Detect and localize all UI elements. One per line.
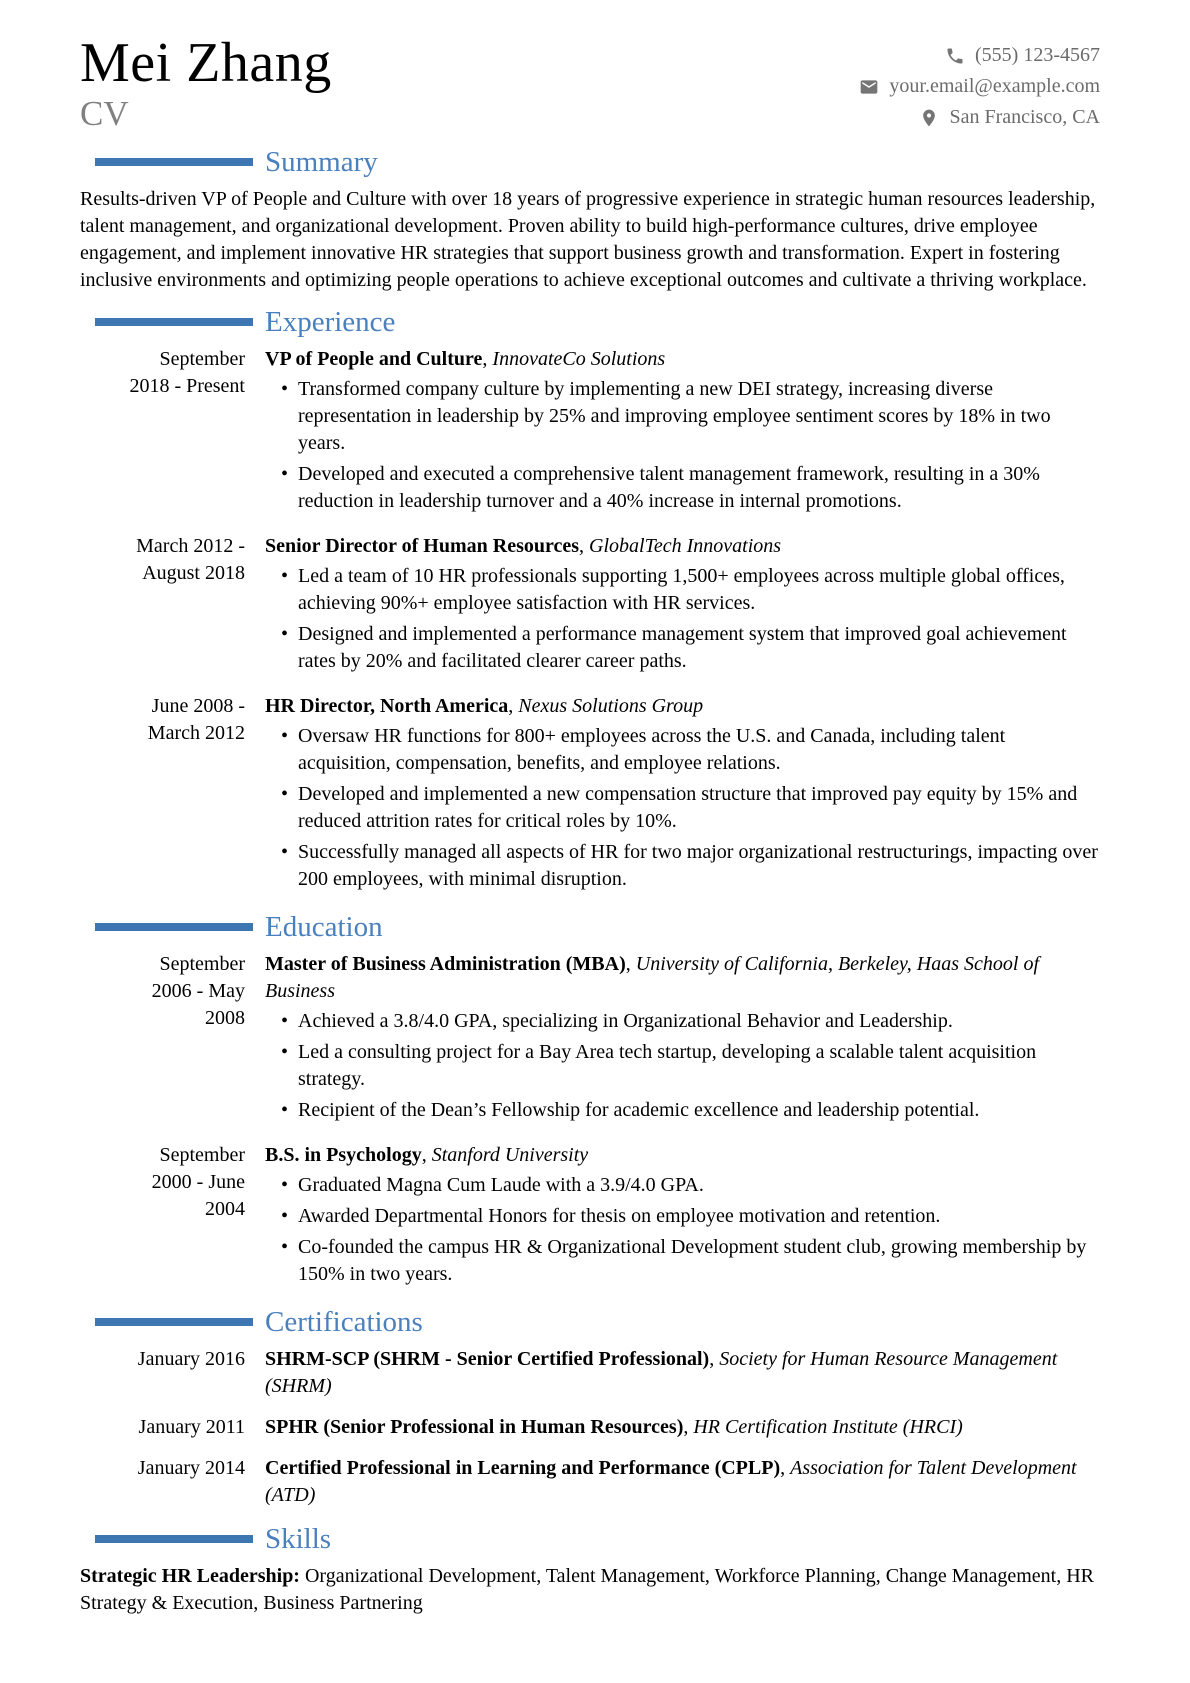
cv-header <box>80 34 1100 134</box>
section-accent-bar <box>95 1318 253 1326</box>
section-accent-bar <box>95 318 253 326</box>
entry <box>120 1455 1100 1509</box>
cv-subtitle: CV <box>80 94 129 133</box>
location-icon <box>919 108 939 128</box>
contact-item[interactable] <box>945 40 1100 71</box>
bullet-item: • Co-founded the campus HR & Organizational Development student club, growing membership by 150% in two years. <box>265 1234 1100 1288</box>
entry-bullets <box>265 723 1100 893</box>
experience-entries <box>120 346 1100 897</box>
bullet-item: • Graduated Magna Cum Laude with a 3.9/4.0 GPA. <box>265 1172 1100 1199</box>
entry-title-line: Master of Business Administration (MBA), University of California, Berkeley, Haas School of Business <box>265 953 1040 1002</box>
contact-item[interactable] <box>919 102 1100 133</box>
entry-title-line: VP of People and Culture, InnovateCo Solutions <box>265 348 666 370</box>
entry-dates: June 2008 - March 2012 <box>147 695 245 744</box>
contact-text: San Francisco, CA <box>949 106 1100 128</box>
name-block <box>80 34 332 134</box>
entry-organization: University of California, Berkeley, Haas School of Business <box>265 953 1040 1002</box>
entry <box>120 533 1100 679</box>
entry-organization: Nexus Solutions Group <box>518 695 704 717</box>
entry-organization: Society for Human Resource Management (SHRM) <box>265 1348 1058 1397</box>
entry-body <box>265 1142 1100 1292</box>
bullet-item: • Developed and executed a comprehensive talent management framework, resulting in a 30% reduction in leadership turnover and a 40% increase in internal promotions. <box>265 461 1100 515</box>
certification-entries <box>120 1346 1100 1509</box>
bullet-item: • Awarded Departmental Honors for thesis on employee motivation and retention. <box>265 1203 1100 1230</box>
skill-list: Organizational Development, Talent Management, Workforce Planning, Change Management, HR Strategy & Execution, Business Partnering <box>80 1565 1094 1614</box>
entry-title: Master of Business Administration (MBA) <box>265 953 626 975</box>
entry-body <box>265 1346 1100 1400</box>
section-title-skills: Skills <box>265 1523 332 1555</box>
entry-title: B.S. in Psychology <box>265 1144 422 1166</box>
summary-text: Results-driven VP of People and Culture with over 18 years of progressive experience in strategic human resources leadership, talent management, and organizational development. Proven ability to build high-performance cultures, drive employee engagement, and implement innovative HR strategies that support business growth and transformation. Expert in fostering inclusive environments and optimizing people operations to achieve exceptional outcomes and cultivate a thriving workplace. <box>80 188 1096 291</box>
entry-title-line: Certified Professional in Learning and Performance (CPLP), Association for Talent Development (ATD) <box>265 1457 1077 1506</box>
skill-category-label: Strategic HR Leadership: <box>80 1565 300 1587</box>
entry <box>120 1346 1100 1400</box>
entry-bullets <box>265 563 1100 675</box>
entry-title: Certified Professional in Learning and Performance (CPLP) <box>265 1457 781 1479</box>
entry <box>120 1142 1100 1292</box>
entry-organization: InnovateCo Solutions <box>492 348 666 370</box>
entry-dates: January 2016 <box>137 1348 245 1370</box>
entry-body <box>265 1455 1100 1509</box>
entry <box>120 346 1100 519</box>
contact-block <box>859 34 1100 133</box>
entry-body <box>265 693 1100 897</box>
bullet-item: • Achieved a 3.8/4.0 GPA, specializing in Organizational Behavior and Leadership. <box>265 1008 1100 1035</box>
section-title-experience: Experience <box>265 306 396 338</box>
entry-dates: March 2012 - August 2018 <box>136 535 245 584</box>
section-title-summary: Summary <box>265 146 378 178</box>
entry-organization: Association for Talent Development (ATD) <box>265 1457 1077 1506</box>
entry-title: SPHR (Senior Professional in Human Resources) <box>265 1416 684 1438</box>
bullet-item: • Transformed company culture by implementing a new DEI strategy, increasing diverse representation in leadership by 25% and improving employee sentiment scores by 18% in two years. <box>265 376 1100 457</box>
education-section-header <box>95 911 1100 943</box>
section-accent-bar <box>95 923 253 931</box>
bullet-item: • Led a consulting project for a Bay Area tech startup, developing a scalable talent acquisition strategy. <box>265 1039 1100 1093</box>
person-name: Mei Zhang <box>80 32 332 94</box>
entry-bullets <box>265 376 1100 515</box>
contact-text: (555) 123-4567 <box>975 44 1100 66</box>
summary-section-header <box>95 146 1100 178</box>
skills-line <box>80 1563 1100 1617</box>
entry-organization: GlobalTech Innovations <box>589 535 782 557</box>
entry-body <box>265 346 1100 519</box>
entry-dates: September 2018 - Present <box>129 348 245 397</box>
entry-organization: HR Certification Institute (HRCI) <box>693 1416 963 1438</box>
bullet-item: • Led a team of 10 HR professionals supporting 1,500+ employees across multiple global offices, achieving 90%+ employee satisfaction with HR services. <box>265 563 1100 617</box>
entry-dates: September 2000 - June 2004 <box>151 1144 245 1220</box>
entry <box>120 951 1100 1128</box>
entry-title-line: SPHR (Senior Professional in Human Resources), HR Certification Institute (HRCI) <box>265 1416 963 1438</box>
contact-item[interactable] <box>859 71 1100 102</box>
entry-dates: September 2006 - May 2008 <box>151 953 245 1029</box>
entry-title: Senior Director of Human Resources <box>265 535 580 557</box>
entry-title: VP of People and Culture <box>265 348 483 370</box>
section-accent-bar <box>95 1535 253 1543</box>
entry-body <box>265 951 1100 1128</box>
entry-organization: Stanford University <box>431 1144 589 1166</box>
entry <box>120 693 1100 897</box>
contact-text: your.email@example.com <box>889 75 1100 97</box>
bullet-item: • Oversaw HR functions for 800+ employees across the U.S. and Canada, including talent acquisition, compensation, benefits, and employee relations. <box>265 723 1100 777</box>
education-entries <box>120 951 1100 1292</box>
entry-title-line: Senior Director of Human Resources, GlobalTech Innovations <box>265 535 782 557</box>
bullet-item: • Successfully managed all aspects of HR for two major organizational restructurings, impacting over 200 employees, with minimal disruption. <box>265 839 1100 893</box>
entry <box>120 1414 1100 1441</box>
section-summary <box>80 146 1100 294</box>
bullet-item: • Designed and implemented a performance management system that improved goal achievement rates by 20% and facilitated clearer career paths. <box>265 621 1100 675</box>
email-icon <box>859 77 879 97</box>
section-accent-bar <box>95 158 253 166</box>
entry-title: HR Director, North America <box>265 695 509 717</box>
entry-dates: January 2011 <box>138 1416 245 1438</box>
section-skills <box>80 1523 1100 1617</box>
section-title-education: Education <box>265 911 383 943</box>
entry-title-line: SHRM-SCP (SHRM - Senior Certified Professional), Society for Human Resource Management (SHRM) <box>265 1348 1058 1397</box>
section-experience <box>80 306 1100 897</box>
entry-title: SHRM-SCP (SHRM - Senior Certified Professional) <box>265 1348 710 1370</box>
experience-section-header <box>95 306 1100 338</box>
section-certifications <box>80 1306 1100 1509</box>
section-title-certifications: Certifications <box>265 1306 423 1338</box>
certifications-section-header <box>95 1306 1100 1338</box>
entry-body <box>265 1414 1100 1441</box>
bullet-item: • Recipient of the Dean’s Fellowship for academic excellence and leadership potential. <box>265 1097 1100 1124</box>
skills-section-header <box>95 1523 1100 1555</box>
entry-dates: January 2014 <box>137 1457 245 1479</box>
entry-bullets <box>265 1008 1100 1124</box>
entry-title-line: HR Director, North America, Nexus Solutions Group <box>265 695 704 717</box>
phone-icon <box>945 46 965 66</box>
bullet-item: • Developed and implemented a new compensation structure that improved pay equity by 15% and reduced attrition rates for critical roles by 10%. <box>265 781 1100 835</box>
entry-body <box>265 533 1100 679</box>
section-education <box>80 911 1100 1292</box>
entry-title-line: B.S. in Psychology, Stanford University <box>265 1144 589 1166</box>
entry-bullets <box>265 1172 1100 1288</box>
